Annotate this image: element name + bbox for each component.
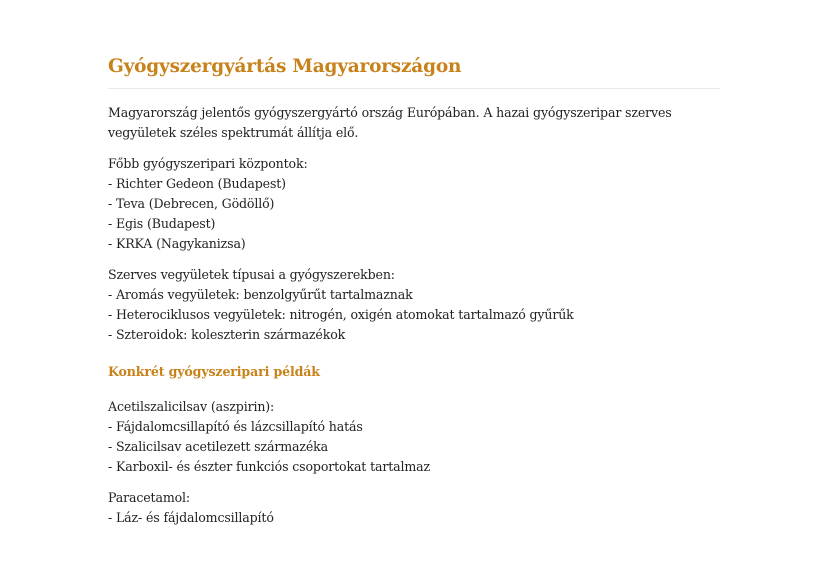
title-divider xyxy=(108,88,720,89)
paracetamol-section xyxy=(108,488,720,528)
aspirin-heading: Acetilszalicilsav (aszpirin): xyxy=(108,399,275,414)
intro-paragraph: Magyarország jelentős gyógyszergyártó ország Európában. A hazai gyógyszeripar szerves vegyületek széles spektrumát állítja elő. xyxy=(108,105,672,140)
list-item: - Egis (Budapest) xyxy=(108,216,216,231)
list-item: - Teva (Debrecen, Gödöllő) xyxy=(108,196,275,211)
list-item: - KRKA (Nagykanizsa) xyxy=(108,236,246,251)
list-item: - Karboxil- és észter funkciós csoportokat tartalmaz xyxy=(108,459,430,474)
centers-section xyxy=(108,154,720,254)
document xyxy=(108,52,720,528)
list-item: - Heterociklusos vegyületek: nitrogén, oxigén atomokat tartalmazó gyűrűk xyxy=(108,307,574,322)
list-item: - Richter Gedeon (Budapest) xyxy=(108,176,286,191)
list-item: - Fájdalomcsillapító és lázcsillapító hatás xyxy=(108,419,363,434)
compound-types-heading: Szerves vegyületek típusai a gyógyszerekben: xyxy=(108,267,395,282)
centers-heading: Főbb gyógyszeripari központok: xyxy=(108,156,308,171)
paracetamol-heading: Paracetamol: xyxy=(108,490,191,505)
page-title: Gyógyszergyártás Magyarországon xyxy=(108,56,462,77)
compound-types-section xyxy=(108,265,720,345)
list-item: - Szteroidok: koleszterin származékok xyxy=(108,327,346,342)
aspirin-section xyxy=(108,397,720,477)
examples-heading: Konkrét gyógyszeripari példák xyxy=(108,364,320,379)
list-item: - Aromás vegyületek: benzolgyűrűt tartalmaznak xyxy=(108,287,413,302)
list-item: - Szalicilsav acetilezett származéka xyxy=(108,439,328,454)
list-item: - Láz- és fájdalomcsillapító xyxy=(108,510,274,525)
